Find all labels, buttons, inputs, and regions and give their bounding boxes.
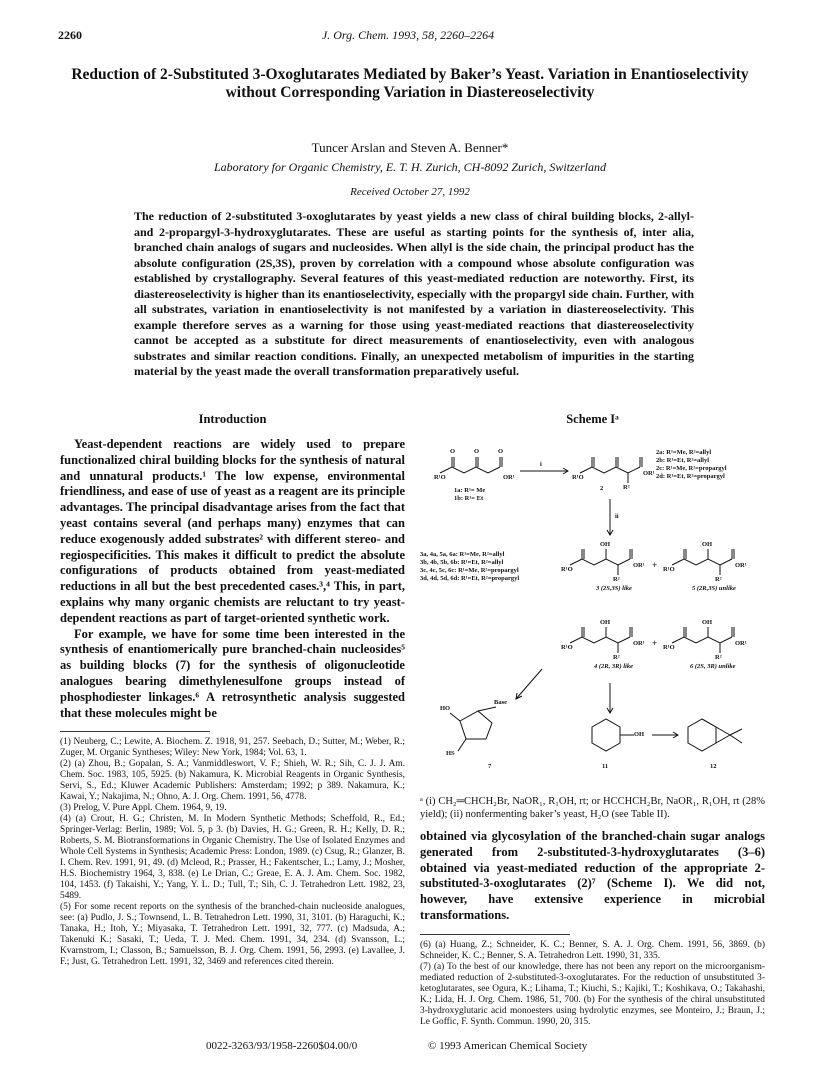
scheme-label-3a: 3a, 4a, 5a, 6a: R¹=Me, R²=allyl (420, 551, 505, 558)
scheme-cmpd-7: 7 (488, 763, 492, 770)
authors: Tuncer Arslan and Steven A. Benner* (311, 140, 509, 155)
article-code: 0022-3263/93/1958-2260$04.00/0 (206, 1040, 358, 1052)
scheme-label-2b: 2b: R¹=Et, R²=allyl (656, 457, 710, 464)
scheme-atom-or1-5: OR¹ (735, 562, 747, 569)
scheme-atom-r2-3: R² (613, 576, 620, 583)
footnote-divider-right (420, 934, 570, 935)
scheme-atom-hs-7: HS (446, 750, 455, 757)
intro-paragraph-1: Yeast-dependent reactions are widely used to prepare functionalized chiral building blocks for the synthesis of natural and unnatural products.¹ The low expense, environmental friendliness, and ease of use of yeast as a reagent are its principle advantages. The principal disadvantage arises from the fact that yeast contains several (and perhaps many) enzymes that can reduce exogenously added substrates² with different stereo- and regiospecificities. This makes it difficult to predict the absolute configurations of products obtained from yeast-mediated reductions in all but the best precedented cases.³,⁴ This, in part, explains why many organic chemists are reluctant to try yeast-dependent reactions as part of target-oriented synthetic work. (60, 437, 406, 625)
scheme-atom-oh-11: OH (634, 731, 645, 738)
scheme-atom-or1-4: OR¹ (633, 640, 645, 647)
scheme-label-3c: 3c, 4c, 5c, 6c: R¹=Me, R²=propargyl (420, 567, 519, 574)
scheme-atom-r1o-1: R¹O (434, 474, 446, 481)
scheme-label-3b: 3b, 4b, 5b, 6b: R¹=Et, R²=allyl (420, 559, 504, 566)
footnote-2: (2) (a) Zhou, B.; Gopalan, S. A.; Vanmiddleswort, V. F.; Shieh, W. R.; Sih, C. J. J. Am. Chem. Soc. 1983, 105, 5925. (b) Nakamura, K. Microbial Reagents in Organic Synthesis, Servi, S., Ed.; Kluwer Academic Publishers: Amsterdam; 1992; p 389. Nakamura, K.; Kawai, Y.; Nakajima, N.; Ohno, A. J. Org. Chem. 1991, 56, 4778. (60, 759, 405, 803)
right-column (420, 412, 765, 1028)
scheme-atom-o-1a: O (450, 448, 456, 455)
scheme-cmpd-11: 11 (602, 763, 609, 770)
scheme-atom-or1-1: OR¹ (503, 474, 515, 481)
scheme-atom-oh-5: OH (702, 541, 713, 548)
footnote-3: (3) Prelog, V. Pure Appl. Chem. 1964, 9, 19. (60, 803, 227, 814)
scheme-atom-r1o-3: R¹O (561, 566, 573, 573)
scheme-atom-r2-5: R² (715, 576, 722, 583)
scheme-plus-2: + (652, 638, 658, 648)
scheme-atom-oh-3: OH (600, 541, 611, 548)
scheme-label-2c: 2c: R¹=Me, R²=propargyl (656, 465, 727, 472)
affiliation: Laboratory for Organic Chemistry, E. T. H. Zurich, CH-8092 Zurich, Switzerland (213, 160, 607, 174)
scheme-atom-o-1c: O (498, 448, 504, 455)
journal-citation: J. Org. Chem. 1993, 58, 2260–2264 (321, 28, 495, 42)
right-body-paragraph: obtained via glycosylation of the branched-chain sugar analogs generated from 2-substituted-3-hydroxyglutarates (3–6) obtained via yeast-mediated reduction of the appropriate 2-substituted-3-oxoglutarates (2)⁷ (Scheme I). We did not, however, have extensive experience in microbial transformations. (420, 829, 765, 922)
footnote-1: (1) Neuberg, C.; Lewite, A. Biochem. Z. 1918, 91, 257. Seebach, D.; Sutter, M.; Weber, R.; Zuger, M. Organic Syntheses; Wiley: New York, 1984; Vol. 63, 1. (60, 737, 405, 759)
intro-paragraph-2: For example, we have for some time been interested in the synthesis of enantiomerically pure branched-chain nucleosides⁵ as building blocks (7) for the synthesis of oligonucleotide analogues bearing dimethylenesulfone groups instead of phosphodiester linkages.⁶ A retrosynthetic analysis suggested that these molecules might be (60, 626, 405, 720)
footnote-5: (5) For some recent reports on the synthesis of the branched-chain nucleoside analogues, see: (a) Pudlo, J. S.; Townsend, L. B. Tetrahedron Lett. 1990, 31, 3101. (b) Haraguchi, K.; Tanaka, H.; Itoh, Y.; Miyasaka, T. Tetrahedron Lett. 1991, 32, 777. (c) Madsuda, A.; Takenuki K.; Sasaki, T.; Ueda, T. J. Med. Chem. 1991, 34, 234. (d) Svansson, L.; Kvarnstrom, I.; Classon, B.; Samuelsson, B. J. Org. Chem. 1991, 56, 2993. (e) Lavallee, J. F.; Just, G. Tetrahedron Lett. 1991, 32, 3469 and references cited therein. (60, 902, 405, 968)
scheme-label-1a: 1a: R¹= Me (454, 487, 486, 494)
scheme-cmpd-4: 4 (2R, 3R) like (594, 663, 633, 670)
scheme-label-3d: 3d, 4d, 5d, 6d: R¹=Et, R²=propargyl (420, 575, 520, 582)
scheme-atom-r2-6: R² (715, 654, 722, 661)
scheme-atom-r1o-4: R¹O (561, 644, 573, 651)
scheme-label-2d: 2d: R¹=Et, R²=propargyl (656, 473, 725, 480)
page-number: 2260 (58, 28, 82, 42)
received-date: Received October 27, 1992 (350, 186, 470, 198)
article-title: Reduction of 2-Substituted 3-Oxoglutarates Mediated by Baker’s Yeast. Variation in Enantioselectivity without Corresponding Variation in Diastereoselectivity (71, 66, 749, 101)
scheme-footnote: ᵃ (i) CH₂═CHCH₂Br, NaOR₁, R₁OH, rt; or HCCHCH₂Br, NaOR₁, R₁OH, rt (28% yield); (ii) nonfermenting baker’s yeast, H₂O (see Table II). (420, 796, 765, 820)
scheme-label-1b: 1b: R¹= Et (454, 495, 484, 502)
copyright: © 1993 American Chemical Society (428, 1040, 588, 1052)
scheme-cmpd-6: 6 (2S, 3R) unlike (690, 663, 736, 670)
scheme-atom-oh-6: OH (702, 619, 713, 626)
footnote-4: (4) (a) Crout, H. G.; Christen, M. In Modern Synthetic Methods; Scheffold, R., Ed.; Springer-Verlag: Berlin, 1989; Vol. 5, p 3. (b) Davies, H. G.; Green, R. H.; Kelly, D. R.; Roberts, S. M. Biotransformations in Organic Chemistry. The Use of Isolated Enzymes and Whole Cell Systems in Synthesis; Academic Press: London, 1989. (c) Csug, R.; Glanzer, B. I. Chem. Rev. 1991, 91, 49. (d) Mcleod, R.; Prasser, H.; Fakentscher, L.; Lamy, J.; Mosher, H.S. Biochemistry 1964, 3, 838. (e) Le Drian, C.; Greae, E. A. J. Am. Chem. Soc. 1982, 104, 1453. (f) Takaishi, Y.; Yang, Y. L. D.; Tull, T.; Sih, C. J. Tetrahedron Lett. 1982, 23, 5489. (60, 814, 405, 902)
scheme-cmpd-3: 3 (2S,3S) like (596, 585, 632, 592)
section-heading-introduction: Introduction (198, 412, 267, 426)
scheme-atom-or1-3: OR¹ (633, 562, 645, 569)
scheme-cmpd-12: 12 (710, 763, 717, 770)
footnote-divider (60, 731, 210, 732)
scheme-step-ii: ii (615, 513, 619, 520)
scheme-atom-base-7: Base (494, 699, 507, 706)
scheme-atom-ho-7: HO (440, 705, 451, 712)
scheme-atom-oh-4: OH (600, 619, 611, 626)
scheme-atom-r2-4: R² (613, 654, 620, 661)
scheme-atom-r1o-2: R¹O (572, 474, 584, 481)
reaction-scheme (420, 437, 765, 785)
scheme-heading: Scheme Iᵃ (566, 412, 619, 426)
scheme-atom-or1-2: OR¹ (643, 470, 655, 477)
scheme-atom-r2-2: R² (623, 484, 630, 491)
scheme-cmpd-5: 5 (2R,3S) unlike (692, 585, 736, 592)
scheme-label-2a: 2a: R¹=Me, R²=allyl (656, 449, 712, 456)
abstract: The reduction of 2-substituted 3-oxoglutarates by yeast yields a new class of chiral building blocks, 2-allyl- and 2-propargyl-3-hydroxyglutarates. These are useful as starting points for the synthesis of, inter alia, branched chain analogs of sugars and nucleosides. When allyl is the side chain, the principal product has the absolute configuration (2S,3S), proven by correlation with a compound whose absolute configuration was established by crystallography. Several features of this yeast-mediated reduction are noteworthy. First, its diastereoselectivity is higher than its enantioselectivity, especially with the propargyl side chain. Further, with all substrates, variation in enantioselectivity is not manifested by a variation in diastereoselectivity. This example therefore serves as a warning for those using yeast-mediated reactions that diastereoselectivity cannot be accepted as a substitute for direct measurements of enantioselectivity, even with analogous substrates and similar reaction conditions. Finally, an unexpected metabolism of impurities in the starting material by the yeast made the overall transformation preparatively useful. (134, 209, 694, 378)
footnote-7: (7) (a) To the best of our knowledge, there has not been any report on the microorganism-mediated reduction of 2-substituted-3-oxoglutarates. For the reduction of unsubstituted 3-ketoglutarates, see Ogura, K.; Lihama, T.; Kiuchi, S.; Kajiki, T.; Koshikava, O.; Takahashi, K.; Lida, H. J. Org. Chem. 1986, 51, 700. (b) For the synthesis of the chiral unsubstituted 3-hydroxyglutaric acid monoesters using hydrolytic enzymes, see Monteiro, J.; Braun, J.; Le Goffic, F. Synth. Commun. 1990, 20, 315. (420, 961, 765, 1027)
scheme-cmpd-2: 2 (600, 485, 604, 492)
scheme-atom-r1o-6: R¹O (663, 644, 675, 651)
scheme-atom-r1o-5: R¹O (663, 566, 675, 573)
scheme-atom-o-1b: O (474, 448, 480, 455)
scheme-plus-1: + (652, 560, 658, 570)
footnote-6: (6) (a) Huang, Z.; Schneider, K. C.; Benner, S. A. J. Org. Chem. 1991, 56, 3869. (b) Schneider, K. C.; Benner, S. A. Tetrahedron Lett. 1990, 31, 335. (420, 939, 765, 961)
left-column (60, 412, 405, 968)
running-header (58, 28, 758, 44)
scheme-atom-or1-6: OR¹ (735, 640, 747, 647)
scheme-step-i: i (540, 461, 542, 468)
